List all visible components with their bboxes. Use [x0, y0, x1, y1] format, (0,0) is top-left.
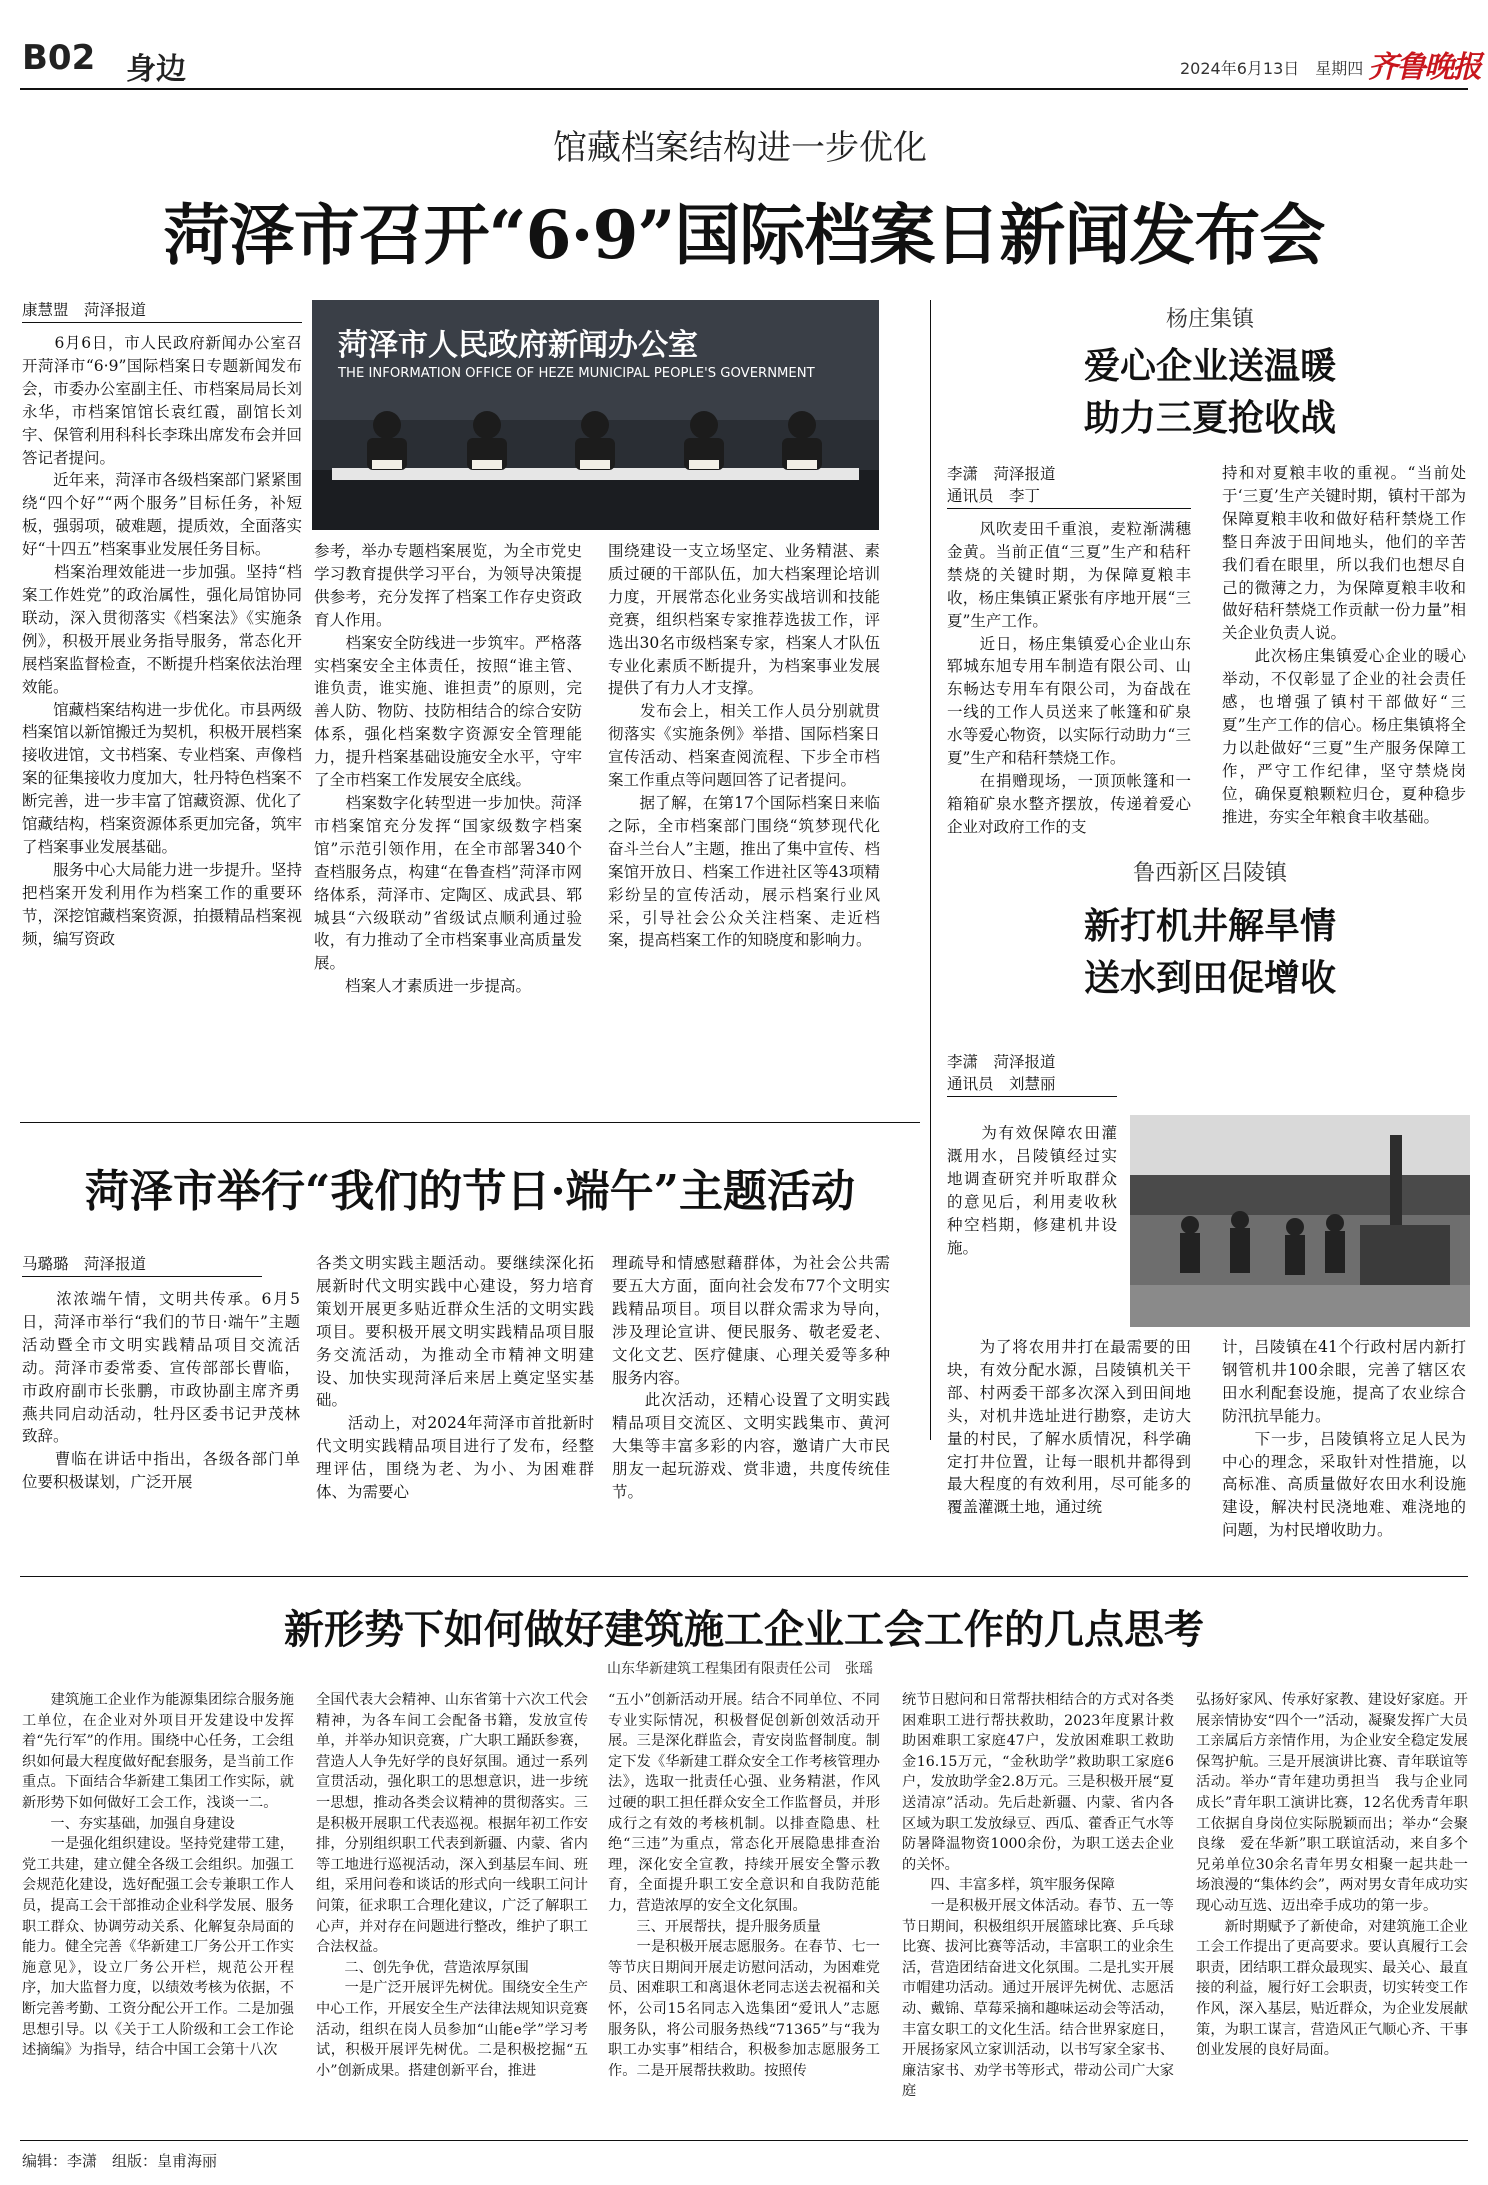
article1-col1: 6月6日，市人民政府新闻办公室召开菏泽市“6·9”国际档案日专题新闻发布会，市委办公室副主任、市档案局局长刘永华，市档案馆馆长袁红霞，副馆长刘宇、保管利用科科长李珠出席发布会并回答记者提问。 近年来，菏泽市各级档案部门紧紧围绕“四个好”“两个服务”目标任务，补短板，强弱项，破难题，提质效，全面落实好“十四五”档案事业发展任务目标。 档案治理效能进一步加强。坚持“档案工作姓党”的政治属性，强化局馆协同联动，深入贯彻落实《档案法》《实施条例》，积极开展业务指导服务，常态化开展档案监督检查，不断提升档案依法治理效能。 馆藏档案结构进一步优化。市县两级档案馆以新馆搬迁为契机，积极开展档案接收进馆，文书档案、专业档案、声像档案的征集接收力度加大，牡丹特色档案不断完善，进一步丰富了馆藏资源、优化了馆藏结构，档案资源体系更加完备，筑牢了档案事业发展基础。 服务中心大局能力进一步提升。坚持把档案开发利用作为档案工作的重要环节，深挖馆藏档案资源，拍摄精品档案视频，编写资政 [22, 334, 302, 948]
article4-col2: 各类文明实践主题活动。要继续深化拓展新时代文明实践中心建设，努力培育策划开展更多贴近群众生活的文明实践项目。要积极开展文明实践精品项目服务交流活动，为推动全市精神文明建设、加快实现菏泽后来居上奠定坚实基础。 活动上，对2024年菏泽市首批新时代文明实践精品项目进行了发布，经整理评估，围绕为老、为小、为困难群体、为需要心 [316, 1254, 594, 1502]
right-column-divider [930, 300, 931, 1440]
article3-title-line1: 新打机井解旱情 [1083, 905, 1336, 947]
article1-col3: 围绕建设一支立场坚定、业务精湛、素质过硬的干部队伍，加大档案理论培训力度，开展常态化业务实战培训和技能竞赛，组织档案专家推荐选拔工作，评选出30名市级档案专家，档案人才队伍专业化素质不断提升，为档案事业发展提供了有力人才支撑。 发布会上，相关工作人员分别就贯彻落实《实施条例》举措、国际档案日宣传活动、档案查阅流程、下步全市档案工作重点等问题回答了记者提问。 据了解，在第17个国际档案日来临之际，全市档案部门围绕“筑梦现代化 奋斗兰台人”主题，推出了集中宣传、档案馆开放日、档案工作进社区等43项精彩纷呈的宣传活动，展示档案行业风采，引导社会公众关注档案、走近档案，提高档案工作的知晓度和影响力。 [608, 542, 880, 950]
article1-kicker: 馆藏档案结构进一步优化 [553, 128, 927, 168]
article2-col2: 持和对夏粮丰收的重视。“当前处于‘三夏’生产关键时期，镇村干部为保障夏粮丰收和做好秸秆禁烧工作整日奔波于田间地头，他们的辛苦我们看在眼里，所以我们也想尽自己的微薄之力，为保障夏粮丰收和做好秸秆禁烧工作贡献一份力量”相关企业负责人说。 此次杨庄集镇爱心企业的暖心举动，不仅彰显了企业的社会责任感，也增强了镇村干部做好“三夏”生产工作的信心。杨庄集镇将全力以赴做好“三夏”生产服务保障工作，严守工作纪律，坚守禁烧岗位，确保夏粮颗粒归仓，夏种稳步推进，夯实全年粮食丰收基础。 [1222, 464, 1466, 826]
article5-top-rule [20, 1576, 1468, 1577]
press-conference-photo [312, 300, 879, 530]
article5-author: 山东华新建筑工程集团有限责任公司 张瑶 [607, 1661, 873, 1677]
article2-byline2: 通讯员 李丁 [947, 484, 1191, 509]
article2-byline1: 李潇 菏泽报道 [947, 465, 1056, 483]
article4-title: 菏泽市举行“我们的节日·端午”主题活动 [85, 1166, 855, 1217]
article5-col3: “五小”创新活动开展。结合不同单位、不同专业实际情况，积极督促创新创效活动开展。三是深化群监会，青安岗监督制度。制定下发《华新建工群众安全工作考核管理办法》，选取一批责任心强、业务精湛，作风过硬的职工担任群众安全工作监督员，并形成行之有效的考核机制。以排查隐患、杜绝“三违”为重点，常态化开展隐患排查治理，深化安全宣教，持续开展安全警示教育，全面提升职工安全意识和自我防范能力，营造浓厚的安全文化氛围。 三、开展帮扶，提升服务质量 一是积极开展志愿服务。在春节、七一等节庆日期间开展走访慰问活动，为困难党员、困难职工和离退休老同志送去祝福和关怀，公司15名同志入选集团“爱讯人”志愿服务队，将公司服务热线“71365”与“我为职工办实事”相结合，积极参加志愿服务工作。二是开展帮扶救助。按照传 [608, 1692, 880, 2079]
article3-byline1: 李潇 菏泽报道 [947, 1053, 1056, 1071]
article4-col1: 浓浓端午情，文明共传承。6月5日，菏泽市举行“我们的节日·端午”主题活动暨全市文明实践精品项目交流活动。菏泽市委常委、宣传部部长曹临，市政府副市长张鹏，市政协副主席齐勇燕共同启动活动，牡丹区委书记尹茂林致辞。 曹临在讲话中指出，各级各部门单位要积极谋划，广泛开展 [22, 1290, 300, 1492]
article3-intro: 为有效保障农田灌溉用水，吕陵镇经过实地调查研究并听取群众的意见后，利用麦收秋种空档期，修建机井设施。 [947, 1124, 1117, 1257]
article3-col2: 计，吕陵镇在41个行政村居内新打钢管机井100余眼，完善了辖区农田水利配套设施，提高了农业综合防汛抗旱能力。 下一步，吕陵镇将立足人民为中心的理念，采取针对性措施，以高标准、高质量做好农田水利设施建设，解决村民浇地难、难浇地的问题，为村民增收助力。 [1222, 1338, 1466, 1540]
section-name: 身边 [126, 52, 186, 87]
article5-col5: 弘扬好家风、传承好家教、建设好家庭。开展亲情协安“四个一”活动，凝聚发挥广大员工亲属后方亲情作用，为企业安全稳定发展保驾护航。三是开展演讲比赛、青年联谊等活动。举办“青年建功勇担当 我与企业同成长”青年职工演讲比赛，12名优秀青年职工依据自身岗位实际脱颖而出；举办“会聚良缘 爱在华新”职工联谊活动，来自多个兄弟单位30余名青年男女相聚一起共赴一场浪漫的“集体约会”，两对男女青年成功实现心动互选、迈出牵手成功的第一步。 新时期赋予了新使命，对建筑施工企业工会工作提出了更高要求。要认真履行工会职责，团结职工群众最现实、最关心、最直接的利益，履行好工会职责，切实转变工作作风，深入基层，贴近群众，为企业发展献策，为职工谋言，营造风正气顺心齐、干事创业发展的良好局面。 [1196, 1692, 1468, 2059]
article3-col1: 为了将农用井打在最需要的田块，有效分配水源，吕陵镇机关干部、村两委干部多次深入到田间地头，对机井选址进行勘察，走访大量的村民，了解水质情况，科学确定打井位置，让每一眼机井都得到最大程度的有效利用，尽可能多的覆盖灌溉土地，通过统 [947, 1338, 1191, 1517]
article4-top-rule [20, 1122, 920, 1123]
well-drilling-photo [1130, 1115, 1470, 1327]
article2-title-line2: 助力三夏抢收战 [1083, 397, 1336, 439]
article2-kicker: 杨庄集镇 [1165, 307, 1254, 332]
article1-title: 菏泽市召开“6·9”国际档案日新闻发布会 [163, 196, 1325, 274]
newspaper-logo: 齐鲁晚报 [1368, 50, 1480, 85]
article2-title-line1: 爱心企业送温暖 [1083, 345, 1336, 387]
page-code: B02 [22, 38, 96, 78]
header-rule [20, 88, 1468, 90]
article5-col2: 全国代表大会精神、山东省第十六次工代会精神，为各车间工会配备书籍，发放宣传单，并举办知识竞赛，广大职工踊跃参赛，营造人人争先好学的良好氛围。通过一系列宣贯活动，强化职工的思想意识，进一步统一思想，推动各类会议精神的贯彻落实。三是积极开展职工代表巡视。根据年初工作安排，分别组织职工代表到新疆、内蒙、省内等工地进行巡视活动，深入到基层车间、班组，采用问卷和谈话的形式向一线职工问计问策，征求职工合理化建议，广泛了解职工心声，并对存在问题进行整改，维护了职工合法权益。 二、创先争优，营造浓厚氛围 一是广泛开展评先树优。围绕安全生产中心工作，开展安全生产法律法规知识竞赛活动，组织在岗人员参加“山能e学”学习考试，积极开展评先树优。二是积极挖掘“五小”创新成果。搭建创新平台，推进 [316, 1692, 588, 2079]
article3-title-line2: 送水到田促增收 [1083, 957, 1336, 999]
article1-byline: 康慧盟 菏泽报道 [22, 298, 302, 323]
article4-byline: 马璐璐 菏泽报道 [22, 1252, 262, 1277]
article4-col3: 理疏导和情感慰藉群体，为社会公共需要五大方面，面向社会发布77个文明实践精品项目。项目以群众需求为导向，涉及理论宣讲、便民服务、敬老爱老、文化文艺、医疗健康、心理关爱等多种服务内容。 此次活动，还精心设置了文明实践精品项目交流区、文明实践集市、黄河大集等丰富多彩的内容，邀请广大市民朋友一起玩游戏、赏非遗，共度传统佳节。 [612, 1254, 890, 1502]
article5-col1: 建筑施工企业作为能源集团综合服务施工单位，在企业对外项目开发建设中发挥着“先行军”的作用。围绕中心任务，工会组织如何最大程度做好配套服务，是当前工作重点。下面结合华新建工集团工作实际，就新形势下如何做好工会工作，浅谈一二。 一、夯实基础，加强自身建设 一是强化组织建设。坚持党建带工建，党工共建，建立健全各级工会组织。加强工会规范化建设，选好配强工会专兼职工作人员，提高工会干部推动企业科学发展、服务职工群众、协调劳动关系、化解复杂局面的能力。健全完善《华新建工厂务公开工作实施意见》，设立厂务公开栏，规范公开程序，加大监督力度，以绩效考核为依据，不断完善考勤、工资分配公开工作。二是加强思想引导。以《关于工人阶级和工会工作论述摘编》为指导，结合中国工会第十八次 [22, 1692, 294, 2059]
issue-date: 2024年6月13日 星期四 [1180, 59, 1364, 78]
article3-kicker: 鲁西新区吕陵镇 [1132, 861, 1287, 886]
photo-banner-cn: 菏泽市人民政府新闻办公室 [338, 328, 698, 363]
article3-byline2: 通讯员 刘慧丽 [947, 1072, 1117, 1097]
article5-col4: 统节日慰问和日常帮扶相结合的方式对各类困难职工进行帮扶救助，2023年度累计救助困难职工家庭47户，发放困难职工救助金16.15万元，“金秋助学”救助职工家庭6户，发放助学金2.8万元。三是积极开展“夏送清凉”活动。先后赴新疆、内蒙、省内各区域为职工发放绿豆、西瓜、藿香正气水等防暑降温物资1000余份，为职工送去企业的关怀。 四、丰富多样，筑牢服务保障 一是积极开展文体活动。春节、五一等节日期间，积极组织开展篮球比赛、乒乓球比赛、拔河比赛等活动，丰富职工的业余生活，营造团结奋进文化氛围。二是扎实开展市帽建功活动。通过开展评先树优、志愿活动、戴锦、草莓采摘和趣味运动会等活动，丰富女职工的文化生活。结合世界家庭日，开展扬家风立家训活动，以书写家全家书、廉洁家书、劝学书等形式，带动公司广大家庭 [902, 1692, 1174, 2100]
footer-rule [20, 2140, 1468, 2141]
well-drilling-illustration [1130, 1115, 1470, 1327]
photo-banner-en: THE INFORMATION OFFICE OF HEZE MUNICIPAL PEOPLE'S GOVERNMENT [338, 366, 815, 381]
article1-col2: 参考，举办专题档案展览，为全市党史学习教育提供学习平台，为领导决策提供参考，充分发挥了档案工作存史资政育人作用。 档案安全防线进一步筑牢。严格落实档案安全主体责任，按照“谁主管、谁负责，谁实施、谁担责”的原则，完善人防、物防、技防相结合的综合安防体系，强化档案数字资源安全管理能力，提升档案基础设施安全水平，守牢了全市档案工作发展安全底线。 档案数字化转型进一步加快。菏泽市档案馆充分发挥“国家级数字档案馆”示范引领作用，在全市部署340个查档服务点，构建“在鲁查档”菏泽市网络体系，菏泽市、定陶区、成武县、郓城县“六级联动”省级试点顺利通过验收，有力推动了全市档案事业高质量发展。 档案人才素质进一步提高。 [314, 542, 582, 996]
article2-col1: 风吹麦田千重浪，麦粒渐满穗金黄。当前正值“三夏”生产和秸秆禁烧的关键时期，为保障夏粮丰收，杨庄集镇正紧张有序地开展“三夏”生产工作。 近日，杨庄集镇爱心企业山东郓城东旭专用车制造有限公司、山东畅达专用车有限公司，为奋战在一线的工作人员送来了帐篷和矿泉水等爱心物资，以实际行动助力“三夏”生产和秸秆禁烧工作。 在捐赠现场，一顶顶帐篷和一箱箱矿泉水整齐摆放，传递着爱心企业对政府工作的支 [947, 520, 1191, 836]
article5-title: 新形势下如何做好建筑施工企业工会工作的几点思考 [284, 1606, 1204, 1653]
editor-credit: 编辑：李潇 组版：皇甫海丽 [22, 2152, 218, 2170]
